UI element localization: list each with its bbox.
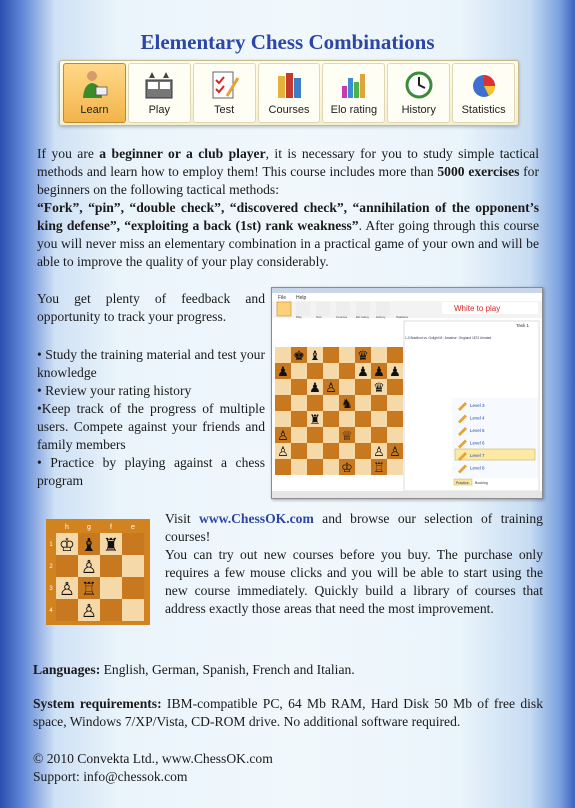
page-title: Elementary Chess Combinations — [140, 30, 435, 54]
chess-piece[interactable]: ♙ — [325, 380, 337, 395]
booking-tab[interactable]: Booking — [475, 481, 488, 485]
system-requirements — [33, 695, 543, 731]
chess-piece[interactable]: ♟ — [277, 364, 289, 379]
board-square[interactable] — [323, 363, 339, 379]
intro-bold-exercises: 5000 exercises — [437, 164, 520, 179]
board-square[interactable] — [291, 443, 307, 459]
chess-piece[interactable]: ♟ — [357, 364, 369, 379]
intro-text-2: , it is necessary for you to study simple tactical methods and learn how to employ them! This course includes more than — [37, 146, 539, 179]
main-toolbar — [59, 60, 519, 126]
chess-piece[interactable]: ♚ — [293, 348, 305, 363]
history-label: History — [401, 104, 436, 116]
shot-icon-test: Test — [316, 315, 322, 319]
board-square[interactable] — [339, 443, 355, 459]
chess-piece[interactable]: ♛ — [357, 348, 369, 363]
board-square[interactable] — [371, 347, 387, 363]
board-square[interactable] — [275, 411, 291, 427]
history-button[interactable] — [387, 63, 450, 123]
feedback-paragraph: You get plenty of feedback and opportunity to track your progress. — [37, 291, 265, 324]
sysreq-value: IBM-compatible PC, 64 Mb RAM, Hard Disk 50 Mb of free disk space, Windows 7/XP/Vista, CD-ROM drive. No additional software required. — [33, 696, 543, 729]
chess-piece[interactable]: ♖ — [80, 579, 98, 599]
list-item: • Study the training material and test your knowledge — [37, 347, 265, 380]
shot-icon-courses: Courses — [336, 315, 348, 319]
learn-label: Learn — [80, 104, 109, 116]
level-item[interactable]: Level 8 — [470, 465, 485, 471]
board-square[interactable] — [323, 395, 339, 411]
feature-list — [37, 346, 265, 490]
file-label: h — [65, 524, 69, 531]
board-square[interactable] — [323, 443, 339, 459]
chess-piece[interactable]: ♙ — [389, 444, 401, 459]
courses-button[interactable] — [258, 63, 321, 123]
chess-piece[interactable]: ♜ — [102, 535, 120, 555]
elo-rating-barchart-icon — [337, 68, 371, 102]
board-square[interactable] — [387, 347, 403, 363]
board-square[interactable] — [56, 599, 78, 621]
rank-label: 4 — [49, 608, 53, 614]
languages-label: Languages: — [33, 662, 101, 677]
board-square[interactable] — [291, 379, 307, 395]
file-label: e — [131, 524, 135, 531]
visit-text-3: You can try out new courses before you buy. The purchase only requires a few mouse clicks and you will be able to start using the new course immediately. Quickly build a library of courses that address exactly those areas that need the most improvement. — [165, 547, 543, 616]
chess-piece[interactable]: ♙ — [373, 444, 385, 459]
task-tab[interactable]: Task 1 — [516, 323, 530, 328]
practice-tab[interactable]: Practice — [456, 481, 469, 485]
list-item: •Keep track of the progress of multiple users. Compete against your friends and family members — [37, 401, 265, 452]
courses-books-icon — [272, 68, 306, 102]
board-square[interactable] — [339, 411, 355, 427]
rank-label: 2 — [49, 564, 53, 570]
board-square[interactable] — [371, 411, 387, 427]
visit-text-2: and browse our selection of training courses! — [165, 511, 543, 544]
courses-label: Courses — [268, 104, 310, 116]
board-square[interactable] — [339, 379, 355, 395]
chess-piece[interactable]: ♜ — [309, 412, 321, 427]
board-square[interactable] — [100, 555, 122, 577]
board-square[interactable] — [275, 379, 291, 395]
board-square[interactable] — [307, 395, 323, 411]
languages-value: English, German, Spanish, French and Italian. — [100, 662, 355, 677]
test-button[interactable] — [193, 63, 256, 123]
white-to-play-banner: White to play — [454, 304, 501, 313]
board-square[interactable] — [387, 411, 403, 427]
board-square[interactable] — [100, 599, 122, 621]
board-square[interactable] — [291, 459, 307, 475]
board-square[interactable] — [323, 459, 339, 475]
play-label: Play — [148, 104, 170, 116]
visit-paragraph — [165, 510, 543, 618]
board-square[interactable] — [100, 577, 122, 599]
board-square[interactable] — [355, 411, 371, 427]
chess-piece[interactable]: ♕ — [341, 428, 353, 443]
test-label: Test — [214, 104, 235, 116]
board-square[interactable] — [355, 427, 371, 443]
chess-piece[interactable]: ♟ — [373, 364, 385, 379]
small-chessboard — [46, 519, 150, 625]
board-square[interactable] — [291, 411, 307, 427]
board-square[interactable] — [307, 443, 323, 459]
board-square[interactable] — [323, 347, 339, 363]
elo-rating-button[interactable] — [322, 63, 385, 123]
board-square[interactable] — [291, 427, 307, 443]
statistics-piechart-icon — [467, 68, 501, 102]
learn-button[interactable] — [63, 63, 126, 123]
level-item[interactable]: Level 7 — [470, 453, 485, 458]
intro-bold-audience: a beginner or a club player — [99, 146, 266, 161]
board-square[interactable] — [122, 577, 144, 599]
learn-person-icon — [77, 68, 111, 102]
board-square[interactable] — [307, 459, 323, 475]
sysreq-label: System requirements: — [33, 696, 162, 711]
play-button[interactable] — [128, 63, 191, 123]
shot-icon-statistics: Statistics — [396, 315, 409, 319]
menu-help[interactable]: Help — [296, 295, 307, 301]
chess-piece[interactable]: ♛ — [373, 380, 385, 395]
history-clock-icon — [402, 68, 436, 102]
chess-piece[interactable]: ♙ — [277, 428, 289, 443]
board-square[interactable] — [291, 363, 307, 379]
board-square[interactable] — [355, 395, 371, 411]
board-square[interactable] — [355, 443, 371, 459]
board-square[interactable] — [307, 363, 323, 379]
board-square[interactable] — [387, 395, 403, 411]
level-item[interactable]: Level 4 — [470, 415, 485, 421]
test-checklist-icon — [207, 68, 241, 102]
board-square[interactable] — [275, 347, 291, 363]
shot-icon-elo: Elo rating — [356, 315, 369, 319]
board-square[interactable] — [387, 459, 403, 475]
chess-piece[interactable]: ♝ — [80, 535, 98, 555]
board-square[interactable] — [122, 599, 144, 621]
board-square[interactable] — [323, 427, 339, 443]
copyright: © 2010 Convekta Ltd., www.ChessOK.com — [33, 751, 273, 766]
board-square[interactable] — [56, 555, 78, 577]
intro-text-1: If you are — [37, 146, 100, 161]
elo-rating-label: Elo rating — [330, 104, 378, 116]
chess-piece[interactable]: ♞ — [341, 396, 353, 411]
visit-text-1: Visit — [165, 511, 199, 526]
chess-piece[interactable]: ♔ — [341, 460, 353, 475]
board-square[interactable] — [122, 555, 144, 577]
software-screenshot — [271, 287, 543, 499]
file-label: g — [87, 524, 91, 531]
intro-bold-methods: “Fork”, “pin”, “double check”, “discovered check”, “annihilation of the opponent’s king defense”, “exploiting a back (1st) rank weakness” — [37, 200, 539, 233]
list-item: • Practice by playing against a chess program — [37, 455, 265, 488]
chess-piece[interactable]: ♙ — [80, 601, 98, 621]
menu-file[interactable]: File — [278, 295, 287, 301]
board-square[interactable] — [275, 459, 291, 475]
chess-piece[interactable]: ♙ — [80, 557, 98, 577]
statistics-label: Statistics — [461, 104, 506, 116]
screenshot-chessboard — [275, 347, 403, 475]
rank-label: 3 — [49, 586, 53, 592]
board-square[interactable] — [291, 395, 307, 411]
level-item[interactable]: Level 3 — [470, 403, 485, 408]
chess-piece[interactable]: ♖ — [373, 460, 385, 475]
chess-piece[interactable]: ♟ — [309, 380, 321, 395]
chess-piece[interactable]: ♝ — [309, 348, 321, 363]
intro-text-3: for beginners on the following tactical methods: — [37, 164, 539, 197]
statistics-button[interactable] — [452, 63, 515, 123]
chess-piece[interactable]: ♙ — [58, 579, 76, 599]
intro-paragraph — [37, 145, 539, 271]
board-square[interactable] — [339, 347, 355, 363]
selected-level-highlight — [455, 449, 535, 460]
list-item: • Review your rating history — [37, 383, 192, 398]
play-chessboard-icon — [142, 68, 176, 102]
shot-icon-history: History — [376, 315, 386, 319]
intro-text-4: . After going through this course you will never miss an elementary combination in a practical game of your own and will be able to improve the quality of your play considerably. — [37, 218, 539, 269]
board-square[interactable] — [122, 533, 144, 555]
board-square[interactable] — [387, 427, 403, 443]
board-square[interactable] — [371, 395, 387, 411]
move-notation: 1-0 Bradford vs. Golight M ; Amateur ; England 1873 Unrated — [405, 336, 492, 340]
chess-piece[interactable]: ♙ — [277, 444, 289, 459]
support-email[interactable]: Support: info@chessok.com — [33, 769, 188, 784]
board-square[interactable] — [387, 379, 403, 395]
shot-icon-play: Play — [296, 315, 302, 319]
board-square[interactable] — [323, 411, 339, 427]
board-square[interactable] — [339, 363, 355, 379]
chessok-link[interactable]: www.ChessOK.com — [199, 511, 314, 526]
board-square[interactable] — [355, 459, 371, 475]
rank-label: 1 — [49, 542, 53, 548]
board-square[interactable] — [371, 427, 387, 443]
board-square[interactable] — [275, 395, 291, 411]
chess-piece[interactable]: ♔ — [58, 535, 76, 555]
file-label: f — [110, 524, 112, 531]
board-square[interactable] — [355, 379, 371, 395]
footer — [33, 750, 543, 786]
chess-piece[interactable]: ♟ — [389, 364, 401, 379]
level-item[interactable]: Level 6 — [470, 440, 485, 446]
board-square[interactable] — [307, 427, 323, 443]
level-item[interactable]: Level 5 — [470, 428, 485, 433]
languages-line — [33, 661, 543, 679]
